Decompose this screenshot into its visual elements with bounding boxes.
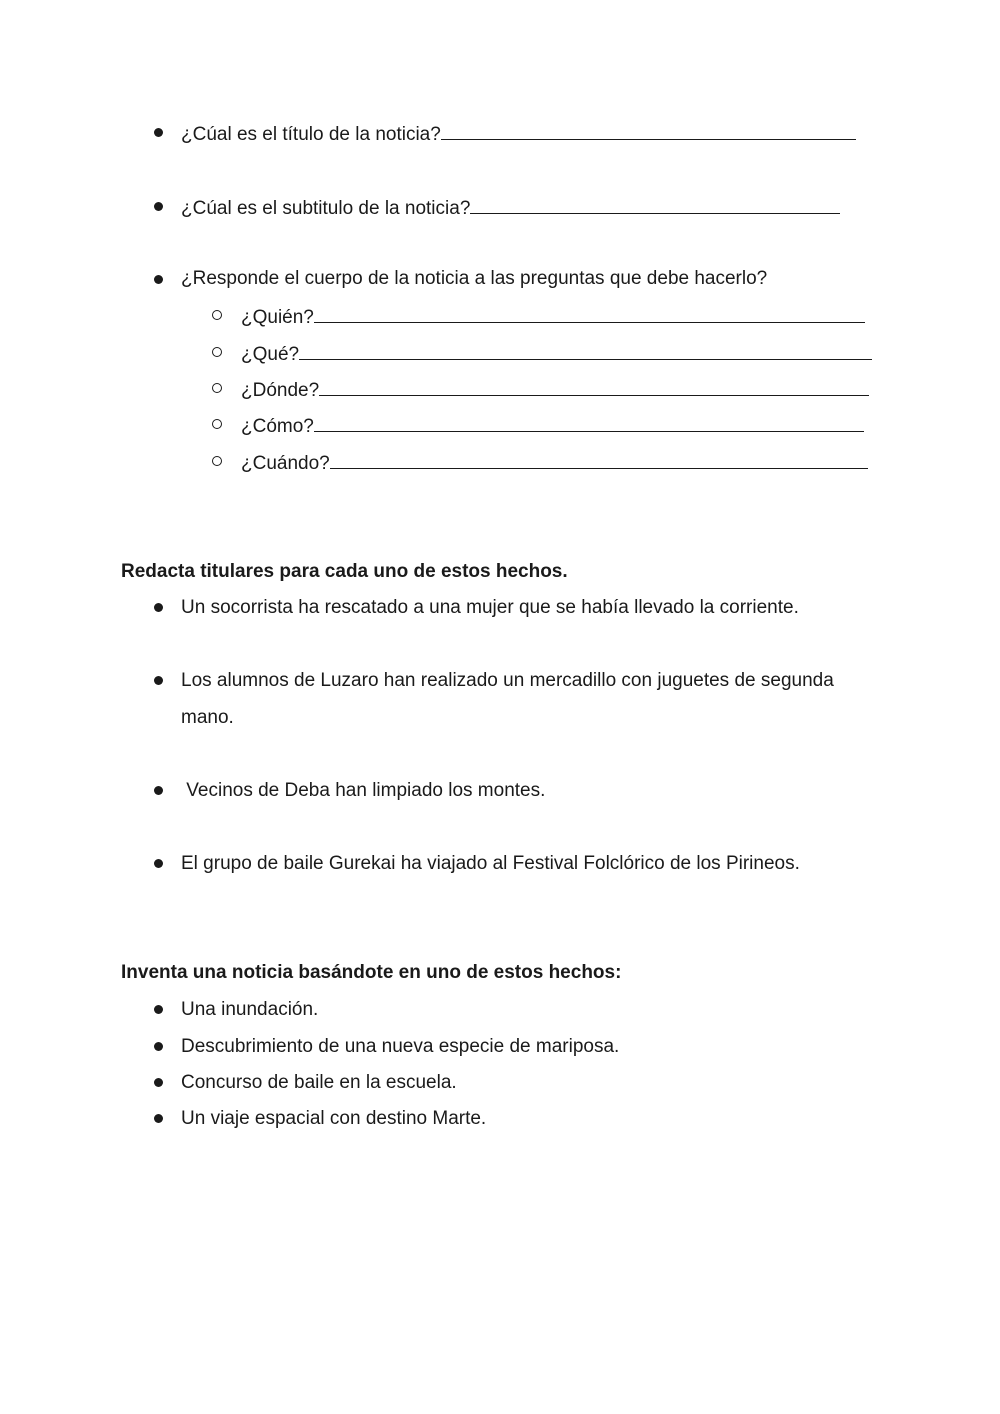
sub-question-cuando (241, 450, 868, 476)
question-title (181, 121, 856, 147)
bullet-icon (154, 676, 163, 685)
sub-question-como (241, 413, 864, 439)
circle-bullet-icon (212, 383, 222, 393)
answer-blank[interactable] (299, 341, 872, 360)
bullet-icon (154, 275, 163, 284)
sub-question-label: ¿Cuándo? (241, 453, 330, 474)
list-item: El grupo de baile Gurekai ha viajado al Festival Folclórico de los Pirineos. (181, 853, 800, 874)
bullet-icon (154, 603, 163, 612)
answer-blank[interactable] (314, 304, 865, 323)
circle-bullet-icon (212, 456, 222, 466)
answer-blank[interactable] (319, 377, 869, 396)
list-item: Los alumnos de Luzaro han realizado un mercadillo con juguetes de segunda (181, 670, 834, 691)
list-item: Un viaje espacial con destino Marte. (181, 1108, 487, 1129)
circle-bullet-icon (212, 419, 222, 429)
list-item: Vecinos de Deba han limpiado los montes. (181, 780, 546, 801)
answer-blank[interactable] (330, 450, 868, 469)
sub-question-label: ¿Dónde? (241, 380, 320, 401)
sub-question-quien (241, 304, 865, 330)
bullet-icon (154, 128, 163, 137)
bullet-icon (154, 859, 163, 868)
bullet-icon (154, 786, 163, 795)
question-body (181, 267, 767, 291)
sub-question-label: ¿Qué? (241, 344, 300, 365)
circle-bullet-icon (212, 310, 222, 320)
answer-blank[interactable] (441, 121, 856, 140)
question-title-label: ¿Cúal es el título de la noticia? (181, 124, 441, 145)
bullet-icon (154, 1114, 163, 1123)
list-item: Un socorrista ha rescatado a una mujer que se había llevado la corriente. (181, 597, 799, 618)
section-heading-headlines: Redacta titulares para cada uno de estos hechos. (121, 561, 568, 582)
sub-question-que (241, 341, 872, 367)
question-subtitle (181, 195, 840, 221)
bullet-icon (154, 1042, 163, 1051)
bullet-icon (154, 1005, 163, 1014)
sub-question-donde (241, 377, 869, 403)
sub-question-label: ¿Quién? (241, 307, 314, 328)
list-item: Descubrimiento de una nueva especie de mariposa. (181, 1036, 620, 1057)
sub-question-label: ¿Cómo? (241, 416, 314, 437)
section-heading-invent: Inventa una noticia basándote en uno de estos hechos: (121, 962, 622, 983)
list-item: Concurso de baile en la escuela. (181, 1072, 457, 1093)
question-subtitle-label: ¿Cúal es el subtitulo de la noticia? (181, 198, 471, 219)
question-body-label: ¿Responde el cuerpo de la noticia a las preguntas que debe hacerlo? (181, 268, 768, 289)
list-item: Una inundación. (181, 999, 319, 1020)
circle-bullet-icon (212, 347, 222, 357)
answer-blank[interactable] (314, 413, 864, 432)
list-item-continuation: mano. (181, 707, 234, 728)
bullet-icon (154, 202, 163, 211)
bullet-icon (154, 1078, 163, 1087)
answer-blank[interactable] (470, 195, 840, 214)
